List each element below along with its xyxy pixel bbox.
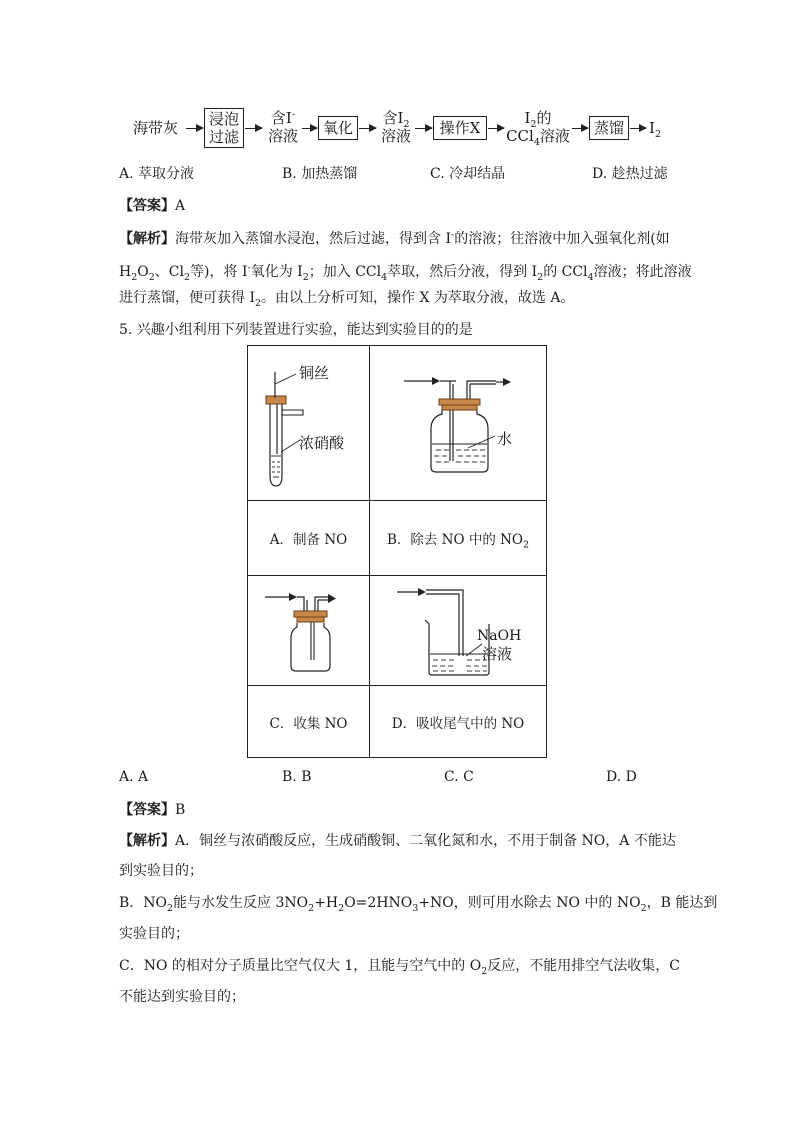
water-label: 水 <box>497 430 513 448</box>
flow-sub: 2 <box>654 129 661 140</box>
q5-answer <box>119 800 185 820</box>
answer-value: B <box>175 802 186 818</box>
cell-c-label: C．收集 NO <box>248 686 370 758</box>
cell-b-label <box>370 501 547 576</box>
sub: 2 <box>481 965 488 977</box>
flow-arrow <box>572 128 588 129</box>
sub: 2 <box>338 902 345 914</box>
sub: 2 <box>308 902 315 914</box>
flow-arrow <box>245 128 262 129</box>
q5-analysis-line-5 <box>119 956 680 976</box>
sub: 2 <box>148 271 155 283</box>
text: A．铜丝与浓硝酸反应，生成硝酸铜、二氧化氮和水，不用于制备 NO，A 不能达 <box>175 833 676 849</box>
text: C．NO 的相对分子质量比空气仅大 1，且能与空气中的 O <box>119 958 482 974</box>
answer-label: 【答案】 <box>119 802 175 818</box>
text: ；加入 CCl <box>308 264 382 280</box>
text: O=2HNO <box>344 895 413 911</box>
flow-sub: 2 <box>403 119 410 130</box>
flow-sup: - <box>291 109 296 120</box>
q5-analysis-line-6: 不能达到实验目的； <box>119 989 245 1005</box>
gas-collection-bottle-figure <box>248 576 369 686</box>
text: +NO，则可用水除去 NO 中的 NO <box>418 895 641 911</box>
naoh-label: NaOH <box>477 628 522 644</box>
text: 。由以上分析可知，操作 X 为萃取分液，故选 A。 <box>261 290 575 306</box>
q5-option-c: C. C <box>444 769 474 785</box>
cell-b-figure <box>370 346 547 501</box>
text: 反应，不能用排空气法收集，C <box>487 958 680 974</box>
sup: - <box>247 262 251 274</box>
text: 溶液；将此溶液 <box>593 264 692 280</box>
flow-text: 溶液 <box>267 127 298 145</box>
text: O <box>137 264 149 280</box>
analysis-label: 【解析】 <box>119 231 175 247</box>
flow-text: 溶液 <box>380 127 411 145</box>
sub: 2 <box>184 271 191 283</box>
q4-analysis-line-3 <box>119 288 574 308</box>
flow-arrow <box>186 128 203 129</box>
q5-analysis-line-3 <box>119 893 717 913</box>
copper-wire-label: 铜丝 <box>299 364 330 382</box>
flow-text: 的 <box>536 109 552 127</box>
q5-option-a: A. A <box>119 769 149 785</box>
conc-nitric-acid-label: 浓硝酸 <box>299 434 345 452</box>
q4-option-d: D. 趁热过滤 <box>592 166 668 182</box>
flow-box-operation-x: 操作X <box>433 116 487 140</box>
text: +H <box>314 895 339 911</box>
text: 氧化为 I <box>250 264 303 280</box>
answer-value: A <box>175 198 186 214</box>
q4-option-b: B. 加热蒸馏 <box>282 166 358 182</box>
cell-c-figure <box>248 576 370 686</box>
sub: 2 <box>537 271 544 283</box>
text: H <box>119 264 132 280</box>
flow-text: I <box>649 119 655 137</box>
flow-iodide-solution <box>263 109 303 145</box>
text: B．除去 NO 中的 NO <box>386 532 523 548</box>
flow-box-oxidize: 氧化 <box>318 116 358 140</box>
text: ，B 能达到 <box>646 895 718 911</box>
flow-end <box>649 119 661 140</box>
sub: 2 <box>640 902 647 914</box>
q5-option-b: B. B <box>282 769 312 785</box>
sub: 4 <box>381 271 388 283</box>
sub: 2 <box>254 297 262 309</box>
q4-answer <box>119 196 185 216</box>
cell-a-label: A．制备 NO <box>248 501 370 576</box>
flow-arrow <box>488 128 504 129</box>
cell-a-figure <box>248 346 370 501</box>
flow-text: 含I <box>382 109 404 127</box>
sub: 2 <box>523 539 530 551</box>
q5-option-d: D. D <box>606 769 637 785</box>
sub: 4 <box>587 271 594 283</box>
q5-analysis-line-4: 实验目的； <box>119 926 189 942</box>
apparatus-table <box>247 345 547 758</box>
flow-start: 海带灰 <box>133 119 179 137</box>
sub: 2 <box>131 271 138 283</box>
flow-arrow <box>415 128 432 129</box>
text: 的溶液；往溶液中加入强氧化剂(如 <box>454 231 670 247</box>
text: 等)，将 I <box>190 264 248 280</box>
answer-label: 【答案】 <box>119 198 175 214</box>
q4-analysis-line-2 <box>119 262 692 282</box>
flow-box-line: 过滤 <box>208 128 239 146</box>
flow-sub: 4 <box>533 137 540 148</box>
wash-bottle-water-figure <box>370 346 546 501</box>
flow-text: CCl <box>506 127 534 145</box>
flow-arrow <box>359 128 376 129</box>
flow-box-distill: 蒸馏 <box>589 116 629 140</box>
flow-iodine-solution <box>376 109 416 145</box>
flow-sub: 2 <box>530 119 537 130</box>
analysis-label: 【解析】 <box>119 833 175 849</box>
sup: - <box>450 229 455 241</box>
cell-d-label: D．吸收尾气中的 NO <box>370 686 547 758</box>
flow-text: 溶液 <box>539 127 570 145</box>
flow-text: I <box>524 109 531 127</box>
sub: 2 <box>167 902 174 914</box>
flow-box-line: 浸泡 <box>208 110 239 128</box>
q4-option-c: C. 冷却结晶 <box>430 166 506 182</box>
text: 萃取，然后分液，得到 I <box>387 264 538 280</box>
flow-box-soak-filter <box>204 108 244 148</box>
text: 、Cl <box>154 264 184 280</box>
sub: 2 <box>302 271 309 283</box>
flow-text: 含I <box>270 109 292 127</box>
q4-analysis-line-1 <box>119 229 670 249</box>
q5-analysis-line-2: 到实验目的； <box>119 863 203 879</box>
text: 的 CCl <box>543 264 588 280</box>
text: 能与水发生反应 3NO <box>173 895 309 911</box>
solution-label: 溶液 <box>482 645 513 663</box>
q4-option-a: A. 萃取分液 <box>119 166 195 182</box>
sub: 3 <box>412 902 419 914</box>
text: 进行蒸馏，便可获得 I <box>119 290 255 306</box>
flow-ccl4-solution <box>503 109 573 148</box>
flow-arrow <box>302 128 317 129</box>
q5-analysis-line-1 <box>119 831 676 851</box>
q5-stem: 5. 兴趣小组利用下列装置进行实验，能达到实验目的的是 <box>119 322 473 338</box>
text: 海带灰加入蒸馏水浸泡，然后过滤，得到含 I <box>175 231 451 247</box>
text: B．NO <box>119 895 168 911</box>
flow-arrow <box>630 128 646 129</box>
cell-d-figure <box>370 576 547 686</box>
